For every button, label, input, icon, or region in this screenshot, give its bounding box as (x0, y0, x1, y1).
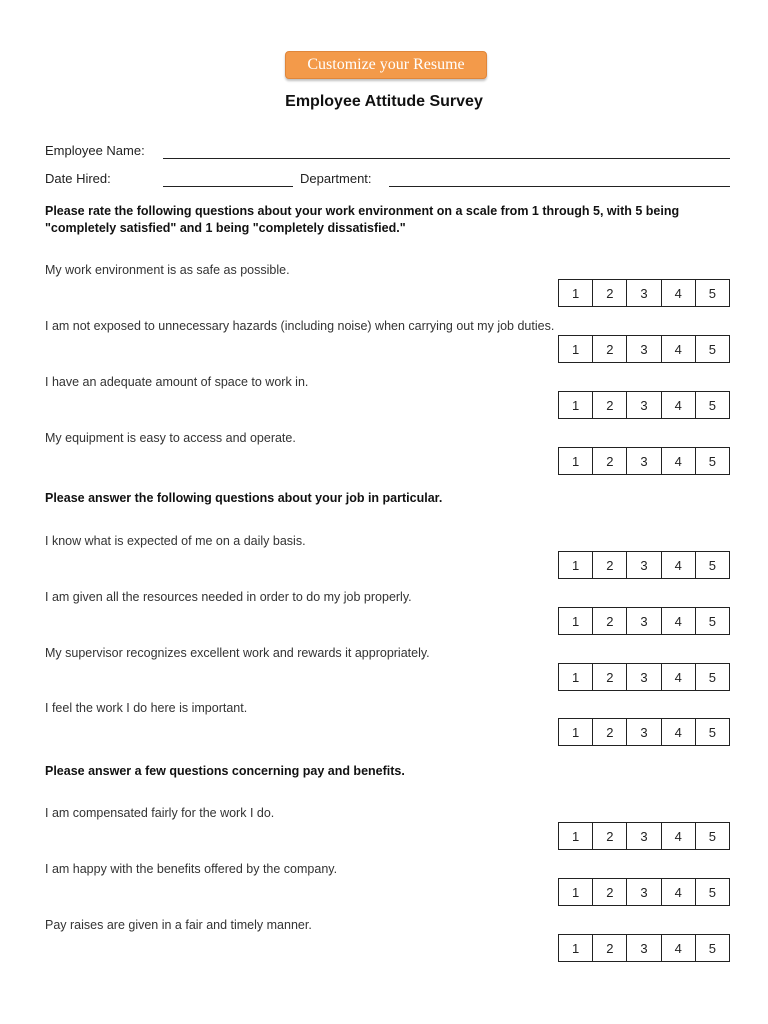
date-hired-label: Date Hired: (45, 171, 111, 186)
rating-option[interactable]: 1 (559, 280, 593, 306)
department-label: Department: (300, 171, 372, 186)
survey-question: My equipment is easy to access and operate. (45, 431, 296, 445)
rating-option[interactable]: 5 (708, 669, 717, 685)
rating-option[interactable]: 2 (593, 608, 627, 634)
page-title: Employee Attitude Survey (285, 93, 483, 110)
rating-option[interactable]: 1 (559, 879, 593, 905)
section-instruction: Please rate the following questions about your work environment on a scale from 1 through 5, with 5 being "completely satisfied" and 1 being "completely dissatisfied." (45, 204, 680, 235)
rating-option[interactable]: 3 (627, 552, 661, 578)
rating-option[interactable]: 4 (662, 392, 696, 418)
customize-resume-button[interactable]: Customize your Resume (285, 51, 487, 79)
rating-option[interactable]: 1 (559, 935, 593, 961)
rating-option[interactable]: 1 (559, 392, 593, 418)
rating-option[interactable]: 2 (593, 336, 627, 362)
rating-option[interactable]: 5 (708, 613, 717, 629)
rating-option[interactable]: 3 (627, 336, 661, 362)
rating-option[interactable]: 5 (708, 557, 717, 573)
rating-option[interactable]: 4 (662, 879, 696, 905)
rating-option[interactable]: 5 (708, 397, 717, 413)
rating-option[interactable]: 1 (559, 552, 593, 578)
rating-option[interactable]: 3 (627, 719, 661, 745)
rating-option[interactable]: 3 (627, 664, 661, 690)
rating-option[interactable]: 2 (593, 280, 627, 306)
rating-option[interactable]: 2 (593, 935, 627, 961)
rating-option[interactable]: 3 (627, 608, 661, 634)
rating-scale[interactable] (558, 878, 730, 906)
rating-option[interactable]: 1 (559, 336, 593, 362)
rating-option[interactable]: 3 (627, 879, 661, 905)
rating-option[interactable]: 1 (559, 448, 593, 474)
rating-option[interactable]: 3 (627, 935, 661, 961)
department-field[interactable] (389, 186, 730, 187)
survey-question: Pay raises are given in a fair and timely manner. (45, 918, 312, 932)
rating-option[interactable]: 2 (593, 719, 627, 745)
rating-scale[interactable] (558, 663, 730, 691)
rating-option[interactable]: 2 (593, 823, 627, 849)
survey-question: I am given all the resources needed in order to do my job properly. (45, 590, 412, 604)
rating-scale[interactable] (558, 822, 730, 850)
rating-option[interactable]: 1 (559, 719, 593, 745)
rating-scale[interactable] (558, 607, 730, 635)
rating-option[interactable]: 2 (593, 392, 627, 418)
rating-option[interactable]: 5 (708, 285, 717, 301)
rating-scale[interactable] (558, 391, 730, 419)
employee-name-label: Employee Name: (45, 143, 145, 158)
rating-option[interactable]: 2 (593, 664, 627, 690)
rating-option[interactable]: 4 (662, 823, 696, 849)
rating-option[interactable]: 5 (708, 884, 717, 900)
rating-option[interactable]: 5 (708, 828, 717, 844)
rating-option[interactable]: 3 (627, 392, 661, 418)
survey-question: I feel the work I do here is important. (45, 701, 248, 715)
rating-scale[interactable] (558, 279, 730, 307)
survey-question: My work environment is as safe as possible. (45, 263, 290, 277)
rating-option[interactable]: 5 (708, 341, 717, 357)
rating-option[interactable]: 3 (627, 280, 661, 306)
rating-option[interactable]: 2 (593, 448, 627, 474)
rating-scale[interactable] (558, 551, 730, 579)
rating-scale[interactable] (558, 335, 730, 363)
rating-option[interactable]: 4 (662, 719, 696, 745)
survey-question: I know what is expected of me on a daily basis. (45, 534, 306, 548)
employee-name-field[interactable] (163, 158, 730, 159)
rating-option[interactable]: 2 (593, 552, 627, 578)
survey-question: I am not exposed to unnecessary hazards (including noise) when carrying out my job duties. (45, 319, 555, 333)
rating-scale[interactable] (558, 934, 730, 962)
section-instruction: Please answer a few questions concerning pay and benefits. (45, 764, 405, 778)
rating-option[interactable]: 1 (559, 823, 593, 849)
rating-option[interactable]: 5 (708, 940, 717, 956)
rating-option[interactable]: 4 (662, 336, 696, 362)
rating-option[interactable]: 4 (662, 935, 696, 961)
rating-option[interactable]: 4 (662, 448, 696, 474)
section-instruction: Please answer the following questions about your job in particular. (45, 491, 443, 505)
rating-option[interactable]: 1 (559, 608, 593, 634)
rating-option[interactable]: 3 (627, 448, 661, 474)
rating-option[interactable]: 4 (662, 552, 696, 578)
rating-option[interactable]: 4 (662, 664, 696, 690)
rating-option[interactable]: 4 (662, 608, 696, 634)
rating-option[interactable]: 4 (662, 280, 696, 306)
date-hired-field[interactable] (163, 186, 293, 187)
rating-option[interactable]: 2 (593, 879, 627, 905)
rating-option[interactable]: 1 (559, 664, 593, 690)
survey-question: My supervisor recognizes excellent work and rewards it appropriately. (45, 646, 430, 660)
survey-question: I am happy with the benefits offered by the company. (45, 862, 338, 876)
rating-option[interactable]: 5 (708, 453, 717, 469)
rating-option[interactable]: 3 (627, 823, 661, 849)
rating-scale[interactable] (558, 447, 730, 475)
survey-question: I have an adequate amount of space to work in. (45, 375, 309, 389)
rating-scale[interactable] (558, 718, 730, 746)
rating-option[interactable]: 5 (708, 724, 717, 740)
survey-question: I am compensated fairly for the work I do. (45, 806, 275, 820)
